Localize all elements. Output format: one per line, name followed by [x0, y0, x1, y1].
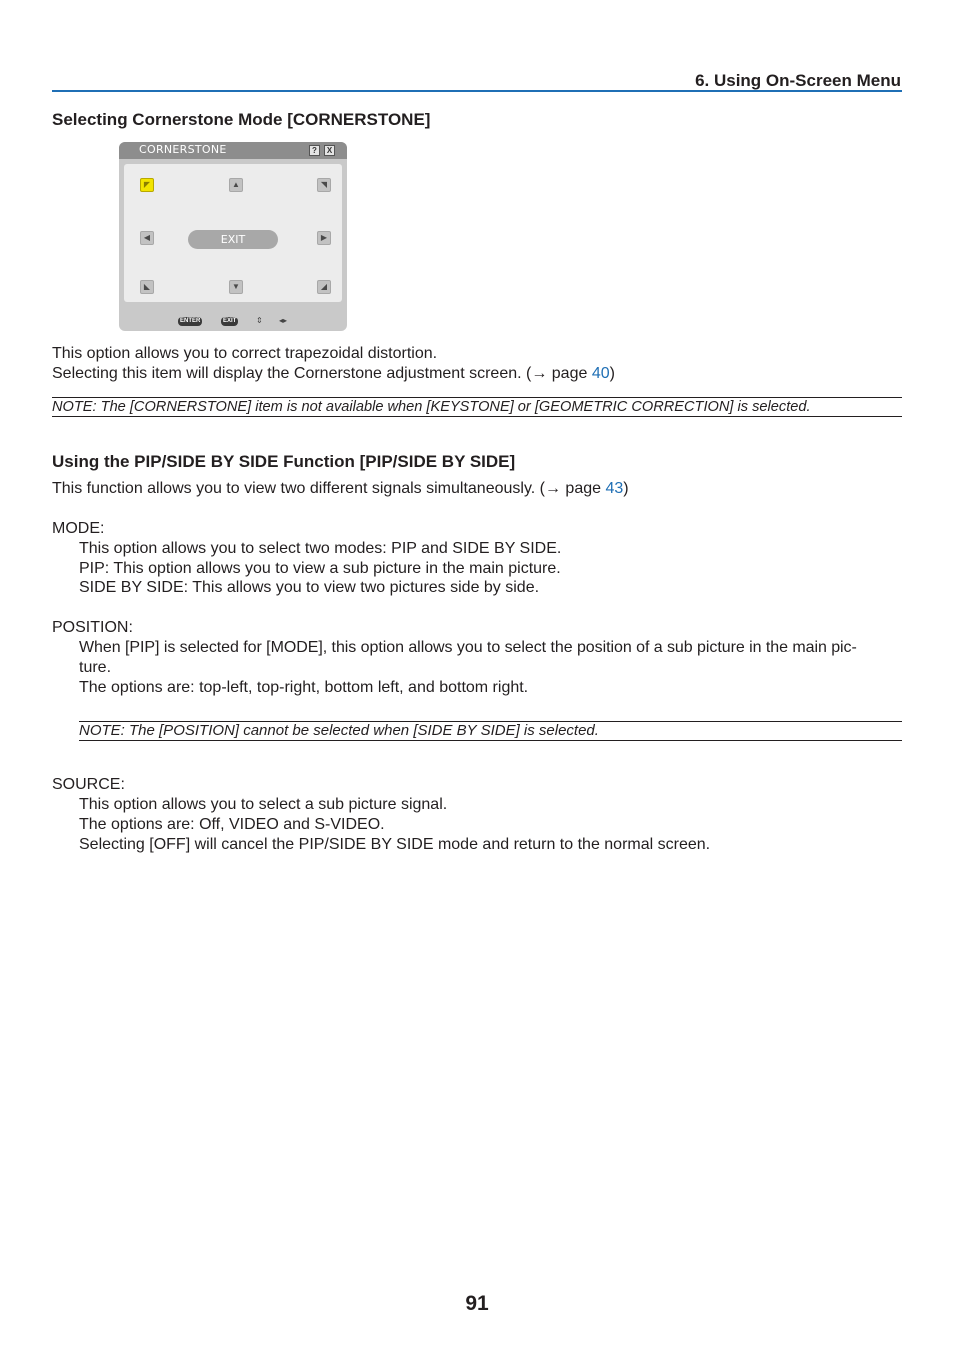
arrow-up-icon: ▲: [232, 180, 240, 189]
source-line-2: The options are: Off, VIDEO and S-VIDEO.: [79, 816, 385, 833]
cornerstone-desc-2: [52, 364, 615, 384]
cornerstone-desc-1: This option allows you to correct trapezoidal distortion.: [52, 345, 438, 362]
pip-heading: Using the PIP/SIDE BY SIDE Function [PIP/SIDE BY SIDE]: [52, 452, 516, 471]
osd-adjust-panel: [124, 164, 342, 302]
osd-footer: [119, 312, 347, 331]
header-rule: [52, 90, 902, 92]
edge-left-button[interactable]: [140, 231, 154, 245]
edge-right-button[interactable]: [317, 231, 331, 245]
position-note: NOTE: The [POSITION] cannot be selected when [SIDE BY SIDE] is selected.: [79, 721, 902, 741]
enter-key-icon: ENTER: [180, 318, 201, 324]
pip-intro-text: This function allows you to view two different signals simultaneously. (→ page: [52, 480, 606, 497]
arrow-bottom-right-icon: ◢: [320, 282, 328, 291]
mode-line-3: SIDE BY SIDE: This allows you to view two pictures side by side.: [79, 579, 540, 596]
cornerstone-note: NOTE: The [CORNERSTONE] item is not available when [KEYSTONE] or [GEOMETRIC CORRECTION] is selected.: [52, 397, 902, 417]
pip-intro: [52, 479, 629, 499]
corner-bottom-right-button[interactable]: [317, 280, 331, 294]
exit-button[interactable]: EXIT: [188, 230, 278, 249]
leftright-arrows-icon: ◂▸: [279, 316, 288, 325]
arrow-left-icon: ◀: [143, 233, 151, 242]
page-number: 91: [465, 1292, 489, 1315]
cornerstone-desc-2-suffix: ): [609, 365, 615, 382]
edge-top-button[interactable]: [229, 178, 243, 192]
edge-bottom-button[interactable]: [229, 280, 243, 294]
corner-top-right-button[interactable]: [317, 178, 331, 192]
corner-bottom-left-button[interactable]: [140, 280, 154, 294]
source-line-1: This option allows you to select a sub picture signal.: [79, 796, 448, 813]
pip-intro-suffix: ): [623, 480, 629, 497]
corner-top-left-button[interactable]: [140, 178, 154, 192]
page-43-link[interactable]: 43: [605, 480, 624, 497]
cornerstone-heading: Selecting Cornerstone Mode [CORNERSTONE]: [52, 110, 431, 129]
updown-arrows-icon: ⇕: [256, 316, 263, 325]
arrow-top-right-icon: ◥: [320, 180, 328, 189]
osd-title: CORNERSTONE: [139, 143, 227, 156]
mode-line-2: PIP: This option allows you to view a sub picture in the main picture.: [79, 560, 561, 577]
help-icon[interactable]: ?: [309, 145, 320, 156]
arrow-right-icon: ▶: [320, 233, 328, 242]
position-line-1b: ture.: [79, 659, 112, 676]
source-label: SOURCE:: [52, 776, 125, 793]
header-title: 6. Using On-Screen Menu: [695, 71, 901, 90]
mode-label: MODE:: [52, 520, 105, 537]
osd-titlebar: [119, 142, 347, 159]
cornerstone-osd-dialog: [119, 142, 347, 331]
source-line-3: Selecting [OFF] will cancel the PIP/SIDE BY SIDE mode and return to the normal screen.: [79, 836, 711, 853]
close-icon[interactable]: X: [324, 145, 335, 156]
arrow-top-left-icon: ◤: [143, 180, 151, 189]
cornerstone-desc-2-text: Selecting this item will display the Cornerstone adjustment screen. (→ page: [52, 365, 592, 382]
position-line-2: The options are: top-left, top-right, bottom left, and bottom right.: [79, 679, 529, 696]
mode-line-1: This option allows you to select two modes: PIP and SIDE BY SIDE.: [79, 540, 562, 557]
exit-key-icon: EXIT: [223, 318, 237, 324]
page-40-link[interactable]: 40: [591, 365, 610, 382]
arrow-down-icon: ▼: [232, 282, 240, 291]
arrow-bottom-left-icon: ◣: [143, 282, 151, 291]
position-line-1: When [PIP] is selected for [MODE], this option allows you to select the position of a sub picture in the main pic-: [79, 639, 857, 656]
position-label: POSITION:: [52, 619, 133, 636]
